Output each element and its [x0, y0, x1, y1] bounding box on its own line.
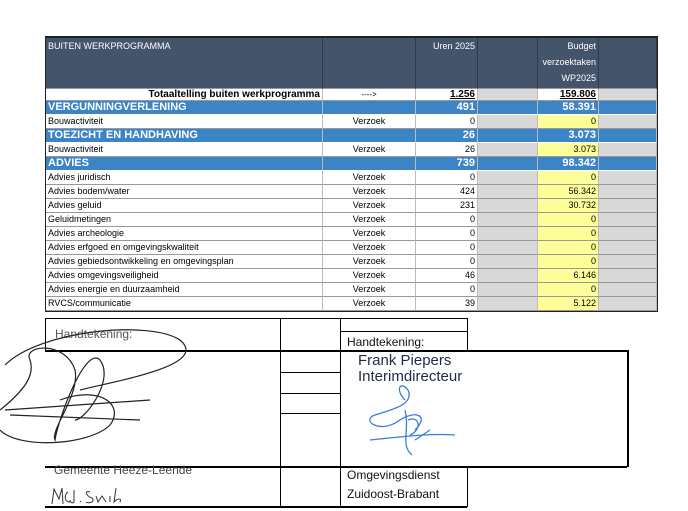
blank-cell — [599, 185, 657, 199]
row-hours: 0 — [416, 283, 478, 297]
blank-cell — [478, 241, 538, 255]
grid-line — [340, 331, 467, 332]
blank-cell — [478, 101, 538, 115]
row-hours: 424 — [416, 185, 478, 199]
blank-cell — [599, 269, 657, 283]
blank-cell — [478, 297, 538, 311]
section-budget: 58.391 — [538, 101, 599, 115]
table-row — [46, 255, 657, 269]
total-hours: 1.256 — [416, 89, 478, 101]
blank-cell — [599, 171, 657, 185]
signer-title: Interimdirecteur — [358, 368, 463, 385]
row-hours: 26 — [416, 143, 478, 157]
row-label: Advies omgevingsveiligheid — [46, 269, 323, 283]
row-hours: 0 — [416, 115, 478, 129]
blank-cell — [599, 227, 657, 241]
row-hours: 0 — [416, 213, 478, 227]
row-type: Verzoek — [323, 255, 416, 269]
row-label: RVCS/communicatie — [46, 297, 323, 311]
table-row — [46, 269, 657, 283]
table-row — [46, 297, 657, 311]
blank-cell — [599, 129, 657, 143]
blank-cell — [599, 143, 657, 157]
row-budget: 0 — [538, 283, 599, 297]
left-signature-image — [0, 320, 210, 460]
blank-cell — [599, 101, 657, 115]
blank-cell — [478, 213, 538, 227]
row-type: Verzoek — [323, 143, 416, 157]
blank-cell — [599, 157, 657, 171]
row-hours: 46 — [416, 269, 478, 283]
table-row — [46, 241, 657, 255]
table-row — [46, 115, 657, 129]
row-budget: 0 — [538, 227, 599, 241]
blank-cell — [599, 213, 657, 227]
total-label: Totaaltelling buiten werkprogramma — [46, 89, 323, 101]
section-row — [46, 129, 657, 143]
blank-cell — [478, 283, 538, 297]
row-type: Verzoek — [323, 297, 416, 311]
table-row — [46, 199, 657, 213]
total-budget: 159.806 — [538, 89, 599, 101]
total-arrow: ----> — [323, 89, 416, 101]
table-row — [46, 227, 657, 241]
row-budget: 3.073 — [538, 143, 599, 157]
signer-name: Frank Piepers — [358, 352, 452, 369]
row-budget: 6.146 — [538, 269, 599, 283]
total-row — [46, 89, 657, 101]
blank-cell — [599, 199, 657, 213]
blank-cell — [478, 89, 538, 101]
blank-cell — [478, 129, 538, 143]
right-organization-line2: Zuidoost-Brabant — [347, 487, 440, 501]
blank-cell — [599, 255, 657, 269]
grid-line — [280, 372, 340, 373]
row-label: Advies erfgoed en omgevingskwaliteit — [46, 241, 323, 255]
row-label: Advies juridisch — [46, 171, 323, 185]
section-hours: 26 — [416, 129, 478, 143]
table-row — [46, 283, 657, 297]
section-hours: 491 — [416, 101, 478, 115]
table-header — [46, 38, 657, 89]
table-row — [46, 185, 657, 199]
right-signature-image — [360, 385, 470, 465]
blank-cell — [323, 129, 416, 143]
blank-cell — [599, 297, 657, 311]
row-budget: 0 — [538, 171, 599, 185]
table-row — [46, 171, 657, 185]
section-row — [46, 157, 657, 171]
row-budget: 56.342 — [538, 185, 599, 199]
header-title: BUITEN WERKPROGRAMMA — [46, 38, 323, 89]
row-type: Verzoek — [323, 269, 416, 283]
blank-cell — [323, 101, 416, 115]
right-organization-line1: Omgevingsdienst — [347, 468, 440, 482]
section-budget: 3.073 — [538, 129, 599, 143]
grid-line — [280, 413, 340, 414]
blank-cell — [478, 157, 538, 171]
budget-table — [45, 36, 658, 312]
header-blank — [323, 38, 416, 89]
blank-cell — [478, 185, 538, 199]
row-budget: 0 — [538, 213, 599, 227]
blank-cell — [478, 171, 538, 185]
table-row — [46, 213, 657, 227]
blank-cell — [599, 241, 657, 255]
section-title: TOEZICHT EN HANDHAVING — [46, 129, 323, 143]
grid-line — [627, 350, 629, 467]
left-signature-label: Handtekening: — [55, 327, 133, 341]
row-label: Advies energie en duurzaamheid — [46, 283, 323, 297]
table-row — [46, 143, 657, 157]
row-budget: 0 — [538, 115, 599, 129]
grid-line — [467, 466, 468, 507]
left-organization: Gemeente Heeze-Leende — [54, 463, 193, 477]
grid-line — [340, 318, 341, 507]
row-budget: 30.732 — [538, 199, 599, 213]
row-type: Verzoek — [323, 115, 416, 129]
blank-cell — [599, 89, 657, 101]
section-hours: 739 — [416, 157, 478, 171]
row-budget: 0 — [538, 255, 599, 269]
row-hours: 0 — [416, 255, 478, 269]
row-hours: 0 — [416, 171, 478, 185]
header-blank — [599, 38, 657, 89]
blank-cell — [478, 269, 538, 283]
row-label: Bouwactiviteit — [46, 143, 323, 157]
blank-cell — [478, 199, 538, 213]
row-hours: 231 — [416, 199, 478, 213]
header-hours: Uren 2025 — [416, 38, 478, 89]
grid-line — [280, 318, 281, 507]
blank-cell — [599, 283, 657, 297]
section-title: VERGUNNINGVERLENING — [46, 101, 323, 115]
row-hours: 39 — [416, 297, 478, 311]
grid-line — [280, 393, 340, 394]
row-type: Verzoek — [323, 227, 416, 241]
row-type: Verzoek — [323, 171, 416, 185]
blank-cell — [478, 143, 538, 157]
section-title: ADVIES — [46, 157, 323, 171]
blank-cell — [478, 227, 538, 241]
blank-cell — [599, 115, 657, 129]
row-type: Verzoek — [323, 283, 416, 297]
grid-line — [45, 318, 467, 319]
handwritten-name-icon — [50, 484, 150, 508]
row-hours: 0 — [416, 241, 478, 255]
row-label: Bouwactiviteit — [46, 115, 323, 129]
row-type: Verzoek — [323, 199, 416, 213]
row-hours: 0 — [416, 227, 478, 241]
header-budget: Budget verzoektaken WP2025 — [538, 38, 599, 89]
row-budget: 5.122 — [538, 297, 599, 311]
right-signature-label: Handtekening: — [347, 335, 425, 349]
row-label: Advies gebiedsontwikkeling en omgevingsplan — [46, 255, 323, 269]
row-label: Advies geluid — [46, 199, 323, 213]
header-blank — [478, 38, 538, 89]
row-type: Verzoek — [323, 185, 416, 199]
row-label: Advies bodem/water — [46, 185, 323, 199]
blank-cell — [478, 255, 538, 269]
row-label: Geluidmetingen — [46, 213, 323, 227]
blank-cell — [323, 157, 416, 171]
blank-cell — [478, 115, 538, 129]
grid-line — [467, 318, 468, 350]
section-row — [46, 101, 657, 115]
row-type: Verzoek — [323, 241, 416, 255]
row-budget: 0 — [538, 241, 599, 255]
row-label: Advies archeologie — [46, 227, 323, 241]
section-budget: 98.342 — [538, 157, 599, 171]
row-type: Verzoek — [323, 213, 416, 227]
